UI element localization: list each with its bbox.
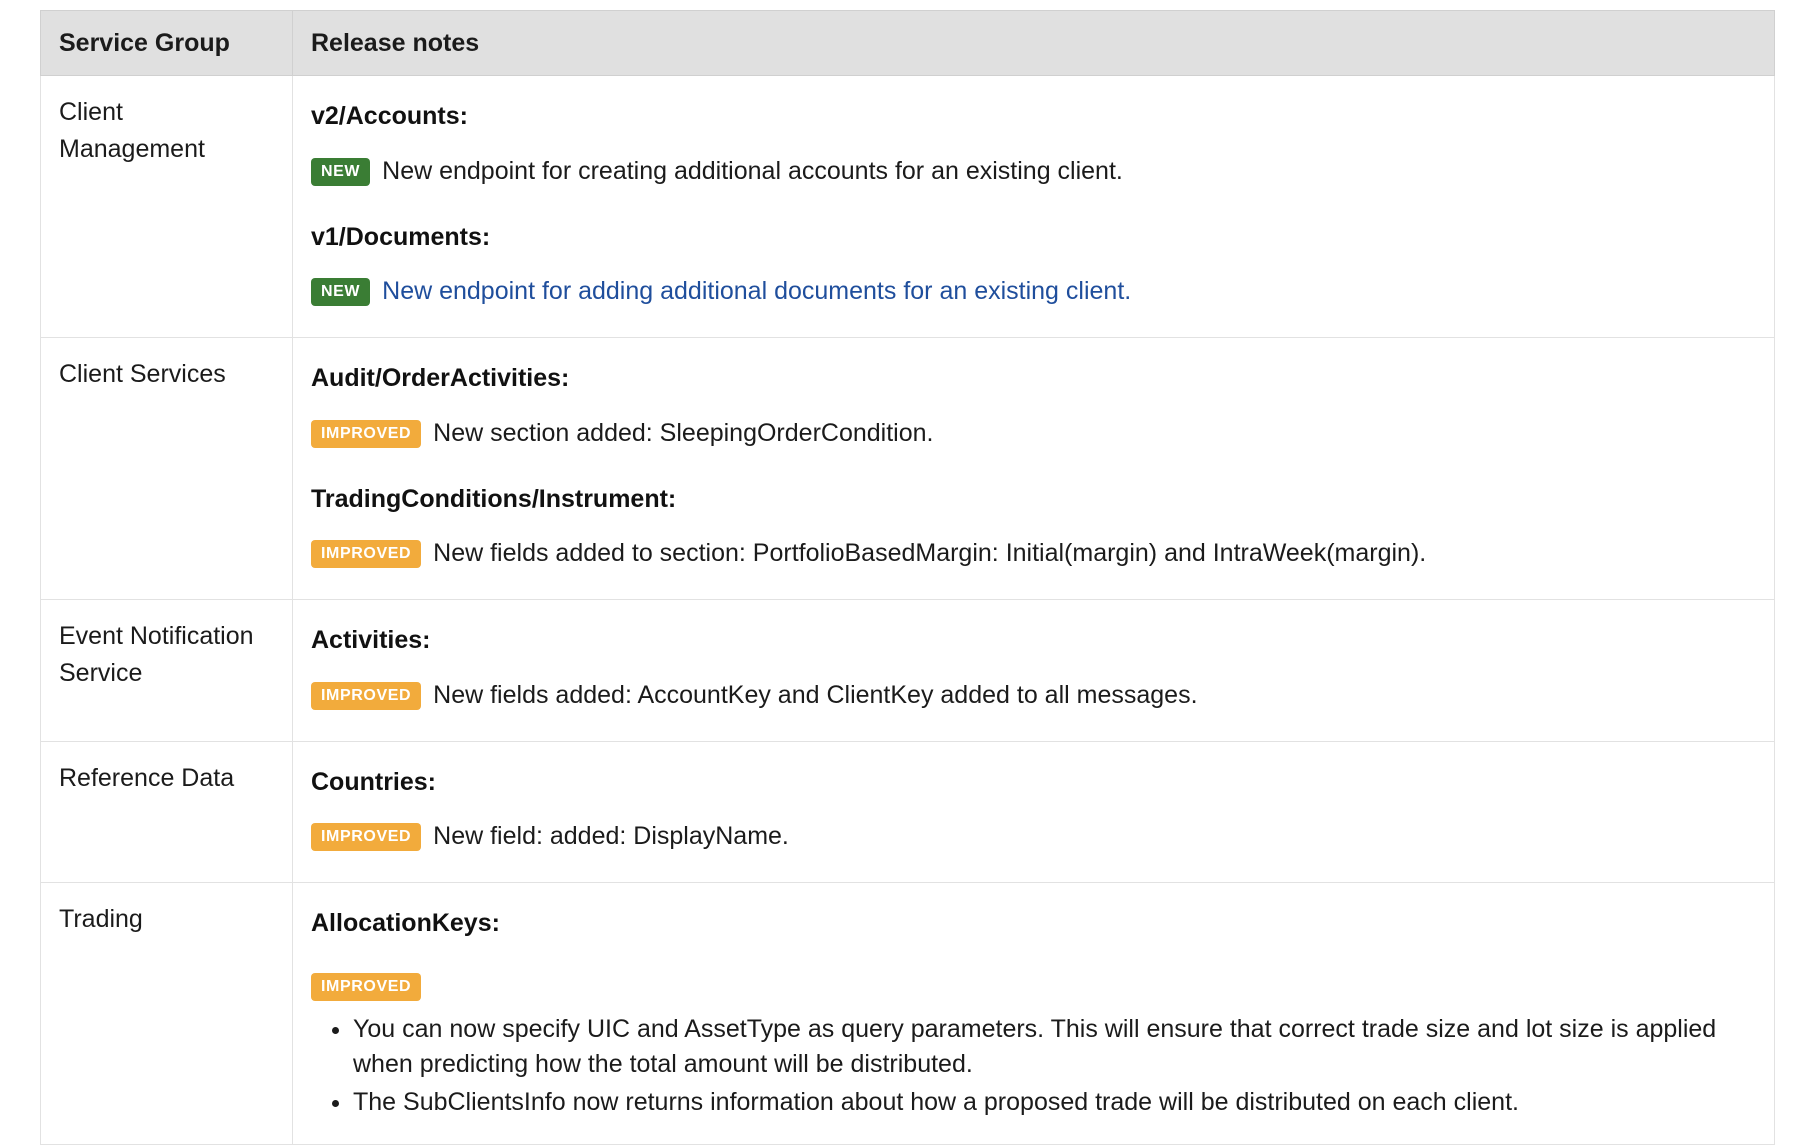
status-badge: IMPROVED <box>311 682 421 710</box>
section-title: AllocationKeys: <box>311 909 500 938</box>
list-item: • The SubClientsInfo now returns information about how a proposed trade will be distributed on each client. <box>353 1085 1756 1121</box>
column-header-release-notes: Release notes <box>293 11 1775 76</box>
note-text: New fields added: AccountKey and ClientKey added to all messages. <box>433 680 1198 709</box>
release-notes-cell <box>293 741 1775 883</box>
note-line <box>311 535 1756 571</box>
release-notes-cell <box>293 338 1775 600</box>
table-header-row <box>41 11 1775 76</box>
table-row <box>41 741 1775 883</box>
release-notes-cell <box>293 76 1775 338</box>
service-group-cell: Event Notification Service <box>41 600 293 742</box>
note-line <box>311 153 1756 189</box>
list-item: • You can now specify UIC and AssetType as query parameters. This will ensure that correct trade size and lot size is applied when predicting how the total amount will be distributed. <box>353 1012 1756 1083</box>
section-title: Activities: <box>311 626 431 655</box>
service-group-cell: Client Management <box>41 76 293 338</box>
note-text: New endpoint for creating additional accounts for an existing client. <box>382 156 1123 185</box>
note-line <box>311 818 1756 854</box>
table-row <box>41 883 1775 1145</box>
note-line <box>311 415 1756 451</box>
note-text: New field: added: DisplayName. <box>433 822 789 850</box>
note-text: New fields added to section: PortfolioBasedMargin: Initial(margin) and IntraWeek(margin). <box>433 539 1427 567</box>
note-line <box>311 273 1756 309</box>
note-text: New section added: SleepingOrderCondition. <box>433 418 934 447</box>
section-title: Audit/OrderActivities: <box>311 364 570 393</box>
status-badge: NEW <box>311 158 370 186</box>
note-line <box>311 960 1756 996</box>
status-badge: IMPROVED <box>311 823 421 851</box>
service-group-cell: Trading <box>41 883 293 1145</box>
release-notes-cell <box>293 883 1775 1145</box>
table-row <box>41 338 1775 600</box>
note-link[interactable]: New endpoint for adding additional documents for an existing client. <box>382 277 1132 305</box>
table-row <box>41 600 1775 742</box>
section-title: TradingConditions/Instrument: <box>311 484 677 513</box>
release-notes-cell <box>293 600 1775 742</box>
table-row <box>41 76 1775 338</box>
section-title: Countries: <box>311 767 436 796</box>
section-title: v2/Accounts: <box>311 102 468 131</box>
status-badge: NEW <box>311 278 370 306</box>
status-badge: IMPROVED <box>311 540 421 568</box>
table-header <box>41 11 1775 76</box>
table-body <box>41 76 1775 1145</box>
column-header-service-group: Service Group <box>41 11 293 76</box>
service-group-cell: Client Services <box>41 338 293 600</box>
bullet-list <box>311 1012 1756 1121</box>
service-group-cell: Reference Data <box>41 741 293 883</box>
status-badge: IMPROVED <box>311 973 421 1001</box>
section-title: v1/Documents: <box>311 222 491 251</box>
note-line <box>311 677 1756 713</box>
status-badge: IMPROVED <box>311 420 421 448</box>
release-notes-table <box>40 10 1775 1145</box>
